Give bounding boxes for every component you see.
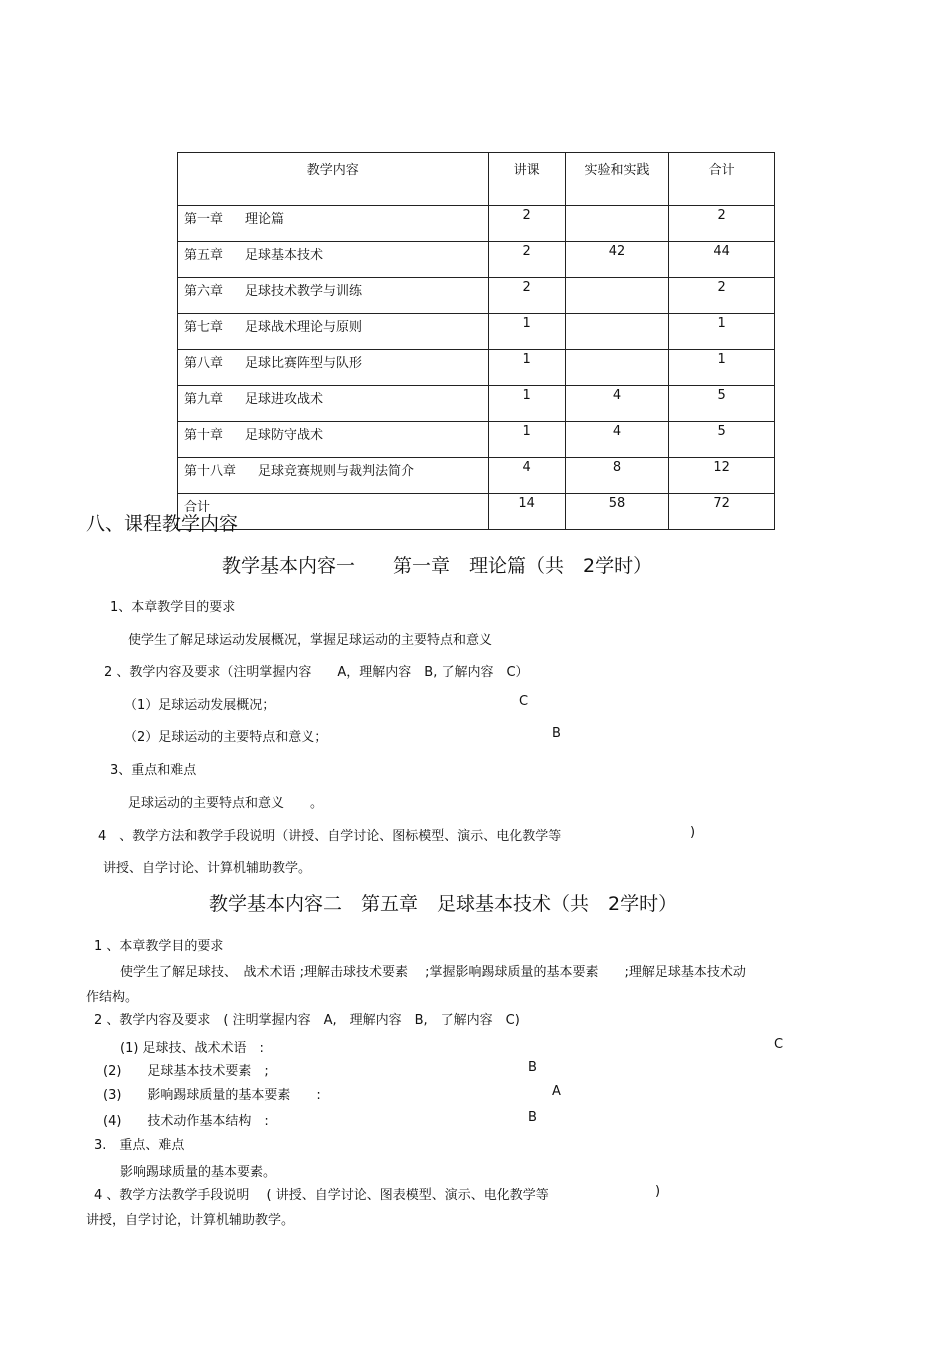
lecture-hours: 1 bbox=[488, 422, 565, 458]
table-row bbox=[178, 350, 775, 386]
lecture-hours: 1 bbox=[488, 350, 565, 386]
table-total-row bbox=[178, 494, 775, 530]
unit1-item-level: B bbox=[552, 726, 561, 741]
unit2-item-level: B bbox=[528, 1110, 537, 1125]
lecture-hours: 1 bbox=[488, 386, 565, 422]
unit1-method-text: 讲授、自学讨论、计算机辅助教学。 bbox=[103, 861, 312, 876]
chapter-title: 足球比赛阵型与队形 bbox=[245, 356, 363, 371]
unit1-goal-heading: 1、本章教学目的要求 bbox=[110, 600, 236, 615]
chapter-label: 第一章 bbox=[184, 212, 224, 227]
chapter-label: 第十八章 bbox=[184, 464, 237, 479]
unit2-goal-heading: 1 、本章教学目的要求 bbox=[94, 939, 224, 954]
chapter-label: 第六章 bbox=[184, 284, 224, 299]
unit2-key-text: 影响踢球质量的基本要素。 bbox=[120, 1165, 277, 1180]
table-row bbox=[178, 458, 775, 494]
chapter-title: 足球防守战术 bbox=[245, 428, 324, 443]
chapter-label: 第九章 bbox=[184, 392, 224, 407]
chapter-title: 足球进攻战术 bbox=[245, 392, 324, 407]
lecture-hours: 2 bbox=[488, 278, 565, 314]
lecture-hours: 2 bbox=[488, 206, 565, 242]
unit2-title: 教学基本内容二 第五章 足球基本技术（共 2学时） bbox=[209, 893, 678, 915]
unit2-req-heading: 2 、教学内容及要求 ( 注明掌握内容 A, 理解内容 B, 了解内容 C) bbox=[94, 1013, 520, 1028]
header-total: 合计 bbox=[669, 153, 775, 206]
table-row bbox=[178, 314, 775, 350]
chapter-title: 理论篇 bbox=[245, 212, 285, 227]
table-row bbox=[178, 242, 775, 278]
table-header-row bbox=[178, 153, 775, 206]
unit1-item: （1）足球运动发展概况； bbox=[124, 698, 276, 713]
unit1-key-text: 足球运动的主要特点和意义 。 bbox=[128, 796, 324, 811]
lecture-hours: 2 bbox=[488, 242, 565, 278]
table-row bbox=[178, 422, 775, 458]
practice-hours: 58 bbox=[565, 494, 669, 530]
unit2-key-heading: 3. 重点、难点 bbox=[94, 1138, 185, 1153]
total-hours: 44 bbox=[669, 242, 775, 278]
lecture-hours: 4 bbox=[488, 458, 565, 494]
unit2-item-level: C bbox=[774, 1037, 784, 1052]
unit2-item: (1) 足球技、战术术语 : bbox=[120, 1041, 264, 1056]
practice-hours bbox=[565, 350, 669, 386]
unit2-method-text: 讲授，自学讨论，计算机辅助教学。 bbox=[86, 1213, 295, 1228]
chapter-label: 第八章 bbox=[184, 356, 224, 371]
header-lecture: 讲课 bbox=[488, 153, 565, 206]
unit2-item: (4) 技术动作基本结构 : bbox=[103, 1114, 269, 1129]
unit2-method-heading: 4 、教学方法教学手段说明 ( 讲授、自学讨论、图表模型、演示、电化教学等 bbox=[94, 1188, 549, 1203]
unit2-item-level: A bbox=[552, 1084, 561, 1099]
unit1-item-level: C bbox=[519, 694, 529, 709]
practice-hours: 8 bbox=[565, 458, 669, 494]
unit2-item-level: B bbox=[528, 1060, 537, 1075]
total-hours: 2 bbox=[669, 206, 775, 242]
unit1-item: （2）足球运动的主要特点和意义； bbox=[124, 730, 328, 745]
table-row bbox=[178, 278, 775, 314]
header-practice: 实验和实践 bbox=[565, 153, 669, 206]
section-heading: 八、课程教学内容 bbox=[86, 513, 239, 535]
unit2-goal-text-cont: 作结构。 bbox=[86, 990, 139, 1005]
total-hours: 1 bbox=[669, 314, 775, 350]
chapter-title: 足球技术教学与训练 bbox=[245, 284, 363, 299]
total-hours: 1 bbox=[669, 350, 775, 386]
header-content: 教学内容 bbox=[178, 153, 489, 206]
unit1-method-heading: 4 、教学方法和教学手段说明（讲授、自学讨论、图标模型、演示、电化教学等 bbox=[98, 829, 562, 844]
unit1-req-heading: 2 、教学内容及要求（注明掌握内容 A，理解内容 B, 了解内容 C） bbox=[104, 665, 529, 680]
practice-hours bbox=[565, 314, 669, 350]
practice-hours bbox=[565, 206, 669, 242]
table-row bbox=[178, 386, 775, 422]
unit2-item: (3) 影响踢球质量的基本要素 : bbox=[103, 1088, 321, 1103]
lecture-hours: 14 bbox=[488, 494, 565, 530]
total-hours: 5 bbox=[669, 386, 775, 422]
total-hours: 2 bbox=[669, 278, 775, 314]
practice-hours: 42 bbox=[565, 242, 669, 278]
table-row bbox=[178, 206, 775, 242]
total-hours: 5 bbox=[669, 422, 775, 458]
chapter-label: 第五章 bbox=[184, 248, 224, 263]
lecture-hours: 1 bbox=[488, 314, 565, 350]
unit1-method-close: ) bbox=[690, 825, 696, 840]
unit2-method-close: ) bbox=[655, 1184, 661, 1199]
unit2-item: (2) 足球基本技术要素 ; bbox=[103, 1064, 269, 1079]
chapter-title: 足球战术理论与原则 bbox=[245, 320, 363, 335]
hours-table bbox=[177, 152, 775, 530]
chapter-label: 第十章 bbox=[184, 428, 224, 443]
chapter-label: 第七章 bbox=[184, 320, 224, 335]
unit1-title: 教学基本内容一 第一章 理论篇（共 2学时） bbox=[222, 555, 653, 577]
unit1-key-heading: 3、重点和难点 bbox=[110, 763, 197, 778]
total-label: 合计 bbox=[184, 500, 211, 515]
total-hours: 72 bbox=[669, 494, 775, 530]
total-hours: 12 bbox=[669, 458, 775, 494]
chapter-title: 足球竞赛规则与裁判法简介 bbox=[258, 464, 415, 479]
unit2-goal-text: 使学生了解足球技、 战术术语 ;理解击球技术要素 ;掌握影响踢球质量的基本要素 ;理解足球基本技术动 bbox=[120, 965, 746, 980]
practice-hours: 4 bbox=[565, 422, 669, 458]
practice-hours: 4 bbox=[565, 386, 669, 422]
practice-hours bbox=[565, 278, 669, 314]
chapter-title: 足球基本技术 bbox=[245, 248, 324, 263]
unit1-goal-text: 使学生了解足球运动发展概况，掌握足球运动的主要特点和意义 bbox=[128, 633, 493, 648]
